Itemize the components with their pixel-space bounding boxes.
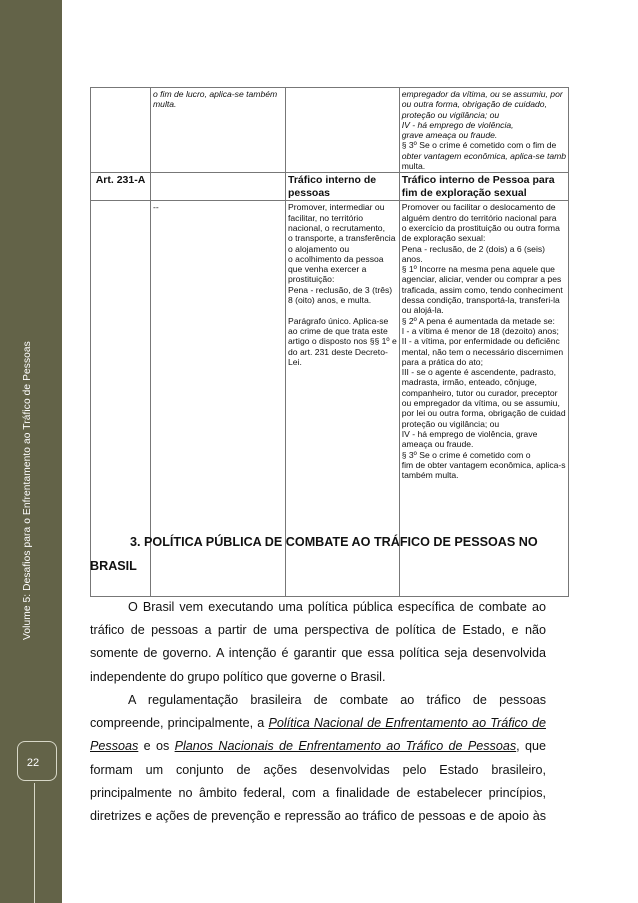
cell-line: § 2º A pena é aumentada da metade se: [401, 315, 555, 326]
table-cell: -- [151, 201, 286, 597]
cell-line: § 3º Se o crime é cometido com o fim de [401, 140, 557, 151]
text: , que [516, 739, 546, 754]
cell-line: ou alojá-la. [401, 305, 444, 316]
cell-line [288, 305, 397, 315]
paragraph-line: diretrizes e ações de prevenção e repressão ao tráfico de pessoas e de apoio às [90, 809, 546, 824]
cell-line: fim de obter vantagem econômica, aplica-s [401, 459, 566, 470]
page-divider-line [34, 783, 35, 903]
cell-line: I - a vítima é menor de 18 (dezoito) anos; [401, 325, 559, 336]
paragraph-1 [90, 596, 546, 689]
paragraph-2 [90, 689, 546, 828]
cell-line: Promover, intermediar ou [288, 202, 385, 213]
cell-line: traficada, assim como, tendo conheciment [401, 284, 563, 295]
table-cell [151, 173, 286, 201]
paragraph-line: somente de governo. A intenção é garantir que essa política seja desenvolvida [90, 646, 546, 661]
cell-line: Parágrafo único. Aplica-se [288, 315, 389, 326]
paragraph-line [90, 712, 546, 735]
text: compreende, principalmente, a [90, 716, 269, 731]
cell-line: do art. 231 deste Decreto- [288, 346, 388, 357]
column-heading-current: Tráfico interno de pessoas [286, 173, 400, 201]
column-heading-previous: Tráfico interno de Pessoa para fim de exploração sexual [399, 173, 568, 201]
cell-line: § 1º Incorre na mesma pena aquele que [401, 264, 555, 275]
paragraph-line: O Brasil vem executando uma política pública específica de combate ao [128, 600, 546, 614]
cell-line: ameaça ou fraude. [401, 439, 474, 450]
cell-line: Pena - reclusão, de 3 (três) [288, 284, 393, 295]
cell-line: ou outra forma, obrigação de cuidado, [401, 99, 547, 110]
policy-link: Política Nacional de Enfrentamento ao Tráfico de [268, 716, 546, 731]
table-row [91, 88, 569, 173]
cell-line: mental, não tem o necessário discernimen [401, 346, 564, 357]
cell-line: facilitar, no território [288, 212, 363, 223]
section-heading-line: 3. POLÍTICA PÚBLICA DE COMBATE AO TRÁFICO DE PESSOAS NO [130, 535, 538, 549]
cell-line: proteção ou vigilância; ou [401, 109, 500, 120]
cell-line: o fim de lucro, aplica-se também [153, 89, 278, 99]
cell-line: agenciar, aliciar, vender ou comprar a pes [401, 274, 562, 285]
table-cell [399, 88, 568, 173]
cell-line: prostituição: [288, 274, 335, 285]
cell-line: ao crime de que trata este [288, 325, 388, 336]
plans-link: Planos Nacionais de Enfrentamento ao Tráfico de Pessoas [174, 739, 517, 754]
paragraph-line: formam um conjunto de ações desenvolvidas pelo Estado brasileiro, [90, 762, 546, 777]
cell-line: nacional, o recrutamento, [288, 222, 385, 233]
law-table [90, 87, 569, 597]
cell-line: IV - há emprego de violência, grave [401, 428, 538, 439]
cell-line: também multa. [401, 470, 459, 481]
cell-line: § 3º Se o crime é cometido com o [401, 449, 531, 460]
page-number: 22 [26, 757, 40, 769]
table-cell [91, 88, 151, 173]
cell-line: multa. [153, 99, 177, 110]
cell-line: IV - há emprego de violência, [401, 119, 514, 130]
text: e os [138, 739, 175, 754]
cell-line: artigo o disposto nos §§ 1º e [288, 336, 397, 347]
cell-line: para a prática do ato; [401, 356, 483, 367]
cell-line: dessa condição, transportá-la, transferi-la [401, 295, 560, 306]
section-heading [90, 530, 560, 578]
article-number: Art. 231-A [91, 173, 151, 201]
table-cell [286, 88, 400, 173]
cell-line: o alojamento ou [288, 243, 350, 254]
paragraph-line [90, 735, 546, 758]
cell-line: o transporte, a transferência [288, 233, 396, 244]
cell-line: anos. [401, 253, 423, 264]
cell-line: alguém dentro do território nacional para [401, 212, 557, 223]
volume-title: Volume 5: Desafios para o Enfrentamento ao Tráfico de Pessoas [22, 341, 33, 640]
table-header-row [91, 173, 569, 201]
cell-line: III - se o agente é ascendente, padrasto, [401, 367, 557, 378]
section-heading-line: BRASIL [90, 559, 137, 573]
cell-line: II - a vítima, por enfermidade ou deficiênc [401, 336, 560, 347]
cell-line: Lei. [288, 356, 302, 367]
cell-line: grave ameaça ou fraude. [401, 130, 498, 141]
cell-line: de exploração sexual: [401, 233, 486, 244]
table-cell [151, 88, 286, 173]
policy-link: Pessoas [90, 739, 139, 754]
cell-line: o exercício da prostituição ou outra forma [401, 222, 560, 233]
cell-line: obter vantagem econômica, aplica-se tamb [401, 150, 567, 161]
cell-line: proteção ou vigilância; ou [401, 418, 500, 429]
cell-line: 8 (oito) anos, e multa. [288, 295, 372, 306]
paragraph-line: principalmente no âmbito federal, com a finalidade de estabelecer princípios, [90, 785, 546, 800]
cell-line: multa. [401, 161, 426, 172]
cell-line: Pena - reclusão, de 2 (dois) a 6 (seis) [401, 243, 546, 254]
paragraph-line: independente do grupo político que governe o Brasil. [90, 669, 386, 684]
cell-line: madrasta, irmão, enteado, cônjuge, [401, 377, 537, 388]
cell-line: empregador da vítima, ou se assumiu, por [401, 89, 563, 99]
paragraph-line: A regulamentação brasileira de combate ao tráfico de pessoas [128, 693, 546, 707]
cell-line: que venha exercer a [288, 264, 367, 275]
cell-line: Promover ou facilitar o deslocamento de [401, 202, 556, 213]
cell-line: companheiro, tutor ou curador, preceptor [401, 387, 558, 398]
cell-line: ou empregador da vítima, ou se assumiu, [401, 398, 560, 409]
cell-line: por lei ou outra forma, obrigação de cuidad [401, 408, 566, 419]
paragraph-line: tráfico de pessoas a partir de uma perspectiva de política de Estado, e não [90, 623, 546, 638]
cell-line: o acolhimento da pessoa [288, 253, 384, 264]
